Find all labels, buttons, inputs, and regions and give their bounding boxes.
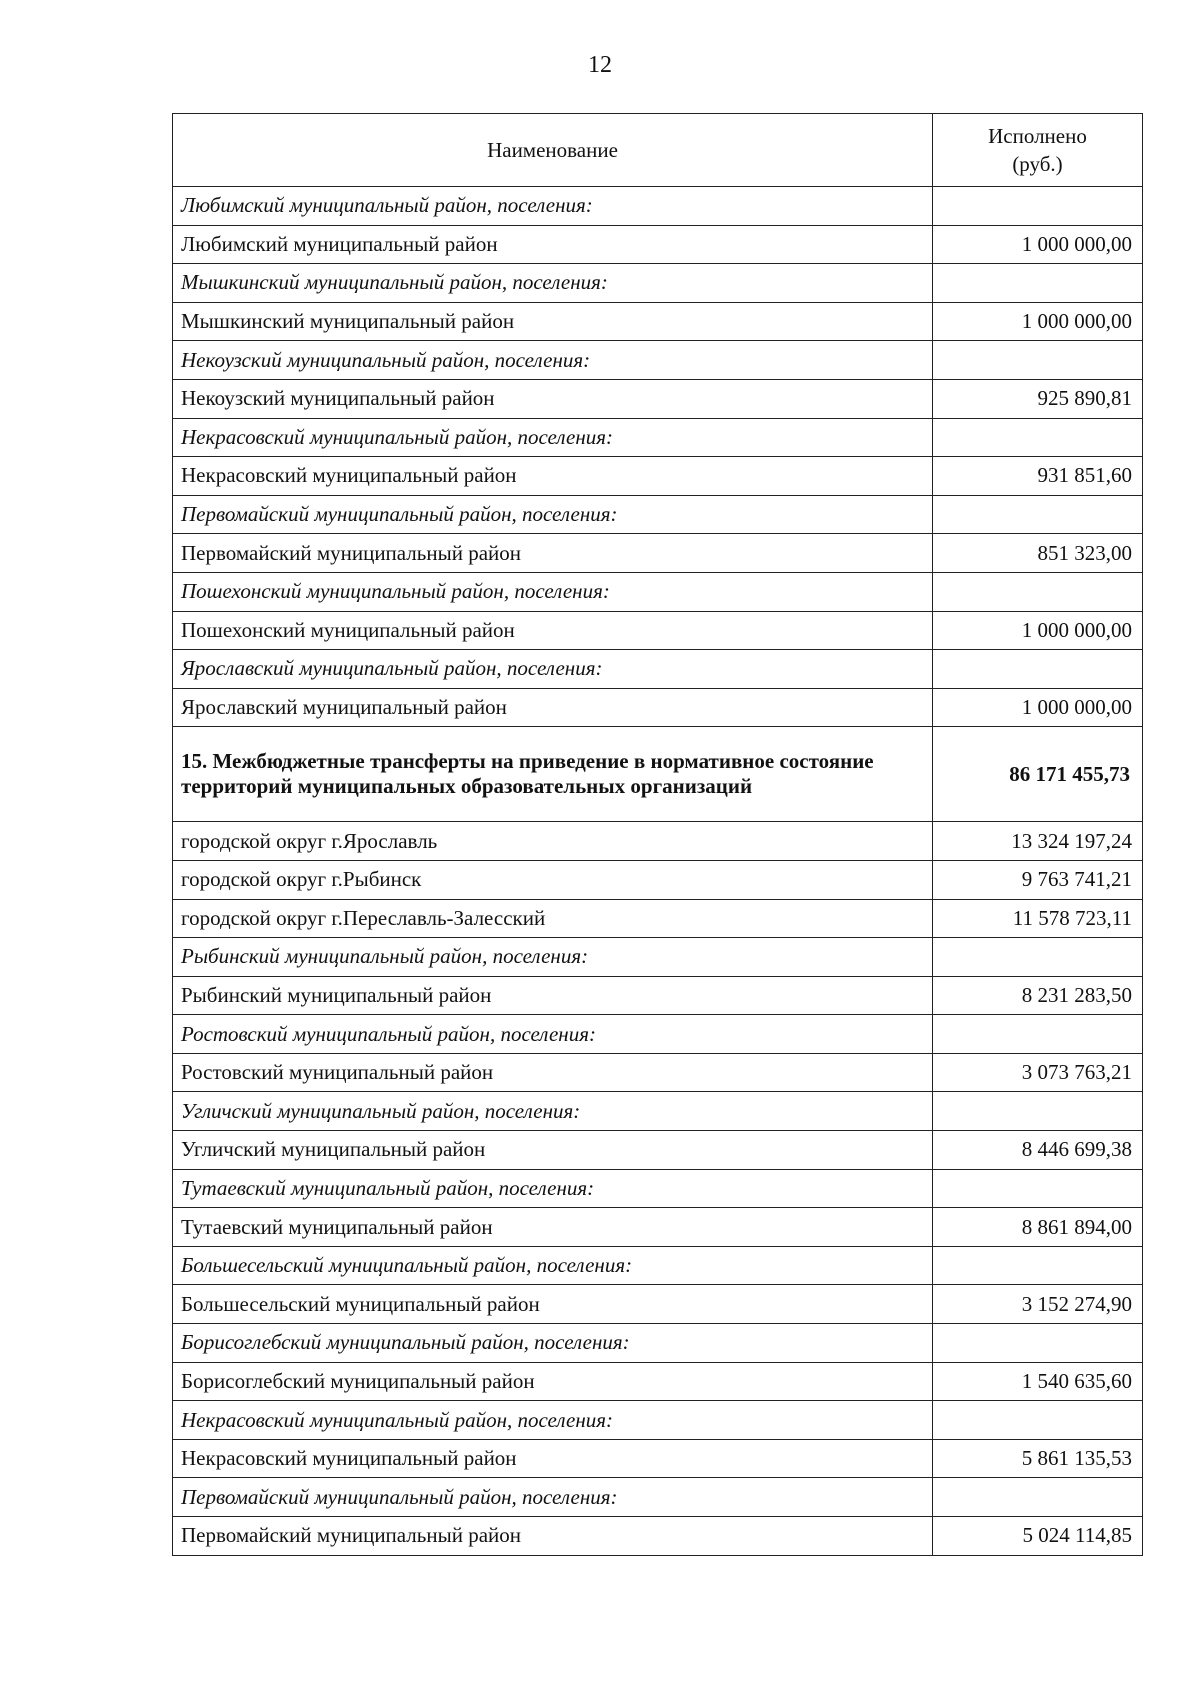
row-value: 86 171 455,73: [933, 727, 1143, 822]
row-name: Пошехонский муниципальный район, поселения:: [173, 572, 933, 611]
table-row: [173, 976, 1143, 1015]
subheading-row: [173, 264, 1143, 303]
row-name: Большесельский муниципальный район, поселения:: [173, 1246, 933, 1285]
subheading-row: [173, 1401, 1143, 1440]
subheading-row: [173, 1015, 1143, 1054]
row-name: Некрасовский муниципальный район, поселения:: [173, 1401, 933, 1440]
row-name: Первомайский муниципальный район: [173, 1517, 933, 1556]
row-name: Некрасовский муниципальный район: [173, 1439, 933, 1478]
row-value: [933, 1246, 1143, 1285]
row-value: [933, 650, 1143, 689]
subheading-row: [173, 572, 1143, 611]
row-name: Любимский муниципальный район: [173, 225, 933, 264]
row-name: Любимский муниципальный район, поселения:: [173, 187, 933, 226]
subheading-row: [173, 938, 1143, 977]
table-row: [173, 1285, 1143, 1324]
row-value: [933, 572, 1143, 611]
table-row: [173, 688, 1143, 727]
row-name: Рыбинский муниципальный район: [173, 976, 933, 1015]
subheading-row: [173, 650, 1143, 689]
row-name: Пошехонский муниципальный район: [173, 611, 933, 650]
row-name: Первомайский муниципальный район: [173, 534, 933, 573]
row-value: 8 231 283,50: [933, 976, 1143, 1015]
row-value: [933, 495, 1143, 534]
row-value: [933, 1015, 1143, 1054]
row-value: [933, 938, 1143, 977]
table-row: [173, 302, 1143, 341]
row-name: городской округ г.Рыбинск: [173, 860, 933, 899]
row-value: 11 578 723,11: [933, 899, 1143, 938]
page-number: 12: [588, 52, 612, 78]
subheading-row: [173, 418, 1143, 457]
row-name: городской округ г.Переславль-Залесский: [173, 899, 933, 938]
row-value: [933, 264, 1143, 303]
row-name: Тутаевский муниципальный район: [173, 1208, 933, 1247]
row-name: 15. Межбюджетные трансферты на приведение в нормативное состояние территорий муниципальных образовательных организаций: [173, 727, 933, 822]
row-name: Борисоглебский муниципальный район, поселения:: [173, 1324, 933, 1363]
row-value: 5 861 135,53: [933, 1439, 1143, 1478]
table-row: [173, 457, 1143, 496]
table-row: [173, 899, 1143, 938]
row-value: 931 851,60: [933, 457, 1143, 496]
row-value: 8 861 894,00: [933, 1208, 1143, 1247]
row-value: [933, 1092, 1143, 1131]
row-value: 1 000 000,00: [933, 611, 1143, 650]
table-row: [173, 860, 1143, 899]
row-name: Первомайский муниципальный район, поселения:: [173, 495, 933, 534]
row-name: Угличский муниципальный район, поселения:: [173, 1092, 933, 1131]
row-name: Мышкинский муниципальный район: [173, 302, 933, 341]
table-row: [173, 1517, 1143, 1556]
subheading-row: [173, 495, 1143, 534]
column-header-value-line1: Исполнено: [988, 123, 1087, 148]
column-header-name: Наименование: [173, 114, 933, 187]
subheading-row: [173, 1324, 1143, 1363]
table-row: [173, 1053, 1143, 1092]
row-value: [933, 341, 1143, 380]
row-name: городской округ г.Ярославль: [173, 822, 933, 861]
subheading-row: [173, 1478, 1143, 1517]
column-header-value: [933, 114, 1143, 187]
row-name: Некоузский муниципальный район, поселения:: [173, 341, 933, 380]
table-body: [173, 187, 1143, 1556]
row-name: Ярославский муниципальный район, поселения:: [173, 650, 933, 689]
row-value: 1 000 000,00: [933, 688, 1143, 727]
table-row: [173, 1439, 1143, 1478]
row-value: [933, 418, 1143, 457]
row-value: 1 000 000,00: [933, 225, 1143, 264]
table-row: [173, 611, 1143, 650]
column-header-value-line2: (руб.): [1012, 152, 1063, 176]
row-name: Ростовский муниципальный район, поселения:: [173, 1015, 933, 1054]
row-value: [933, 1169, 1143, 1208]
row-value: 9 763 741,21: [933, 860, 1143, 899]
table-row: [173, 1208, 1143, 1247]
budget-table: [172, 113, 1143, 1556]
table-row: [173, 225, 1143, 264]
row-name: Некоузский муниципальный район: [173, 379, 933, 418]
row-value: 851 323,00: [933, 534, 1143, 573]
table-row: [173, 534, 1143, 573]
row-value: 925 890,81: [933, 379, 1143, 418]
row-value: 1 000 000,00: [933, 302, 1143, 341]
row-name: Мышкинский муниципальный район, поселения:: [173, 264, 933, 303]
row-value: 5 024 114,85: [933, 1517, 1143, 1556]
table-row: [173, 379, 1143, 418]
row-value: 3 073 763,21: [933, 1053, 1143, 1092]
row-value: [933, 1478, 1143, 1517]
subheading-row: [173, 1246, 1143, 1285]
row-value: 8 446 699,38: [933, 1131, 1143, 1170]
table-header-row: [173, 114, 1143, 187]
row-name: Большесельский муниципальный район: [173, 1285, 933, 1324]
subheading-row: [173, 1169, 1143, 1208]
row-name: Первомайский муниципальный район, поселения:: [173, 1478, 933, 1517]
table-row: [173, 1362, 1143, 1401]
row-name: Ярославский муниципальный район: [173, 688, 933, 727]
row-name: Борисоглебский муниципальный район: [173, 1362, 933, 1401]
row-value: [933, 1401, 1143, 1440]
row-name: Ростовский муниципальный район: [173, 1053, 933, 1092]
row-value: [933, 1324, 1143, 1363]
section-row: [173, 727, 1143, 822]
table-row: [173, 1131, 1143, 1170]
row-name: Некрасовский муниципальный район: [173, 457, 933, 496]
row-name: Угличский муниципальный район: [173, 1131, 933, 1170]
row-value: 3 152 274,90: [933, 1285, 1143, 1324]
row-name: Некрасовский муниципальный район, поселения:: [173, 418, 933, 457]
table-row: [173, 822, 1143, 861]
subheading-row: [173, 187, 1143, 226]
row-value: [933, 187, 1143, 226]
row-value: 1 540 635,60: [933, 1362, 1143, 1401]
row-name: Тутаевский муниципальный район, поселения:: [173, 1169, 933, 1208]
row-name: Рыбинский муниципальный район, поселения:: [173, 938, 933, 977]
subheading-row: [173, 341, 1143, 380]
subheading-row: [173, 1092, 1143, 1131]
row-value: 13 324 197,24: [933, 822, 1143, 861]
